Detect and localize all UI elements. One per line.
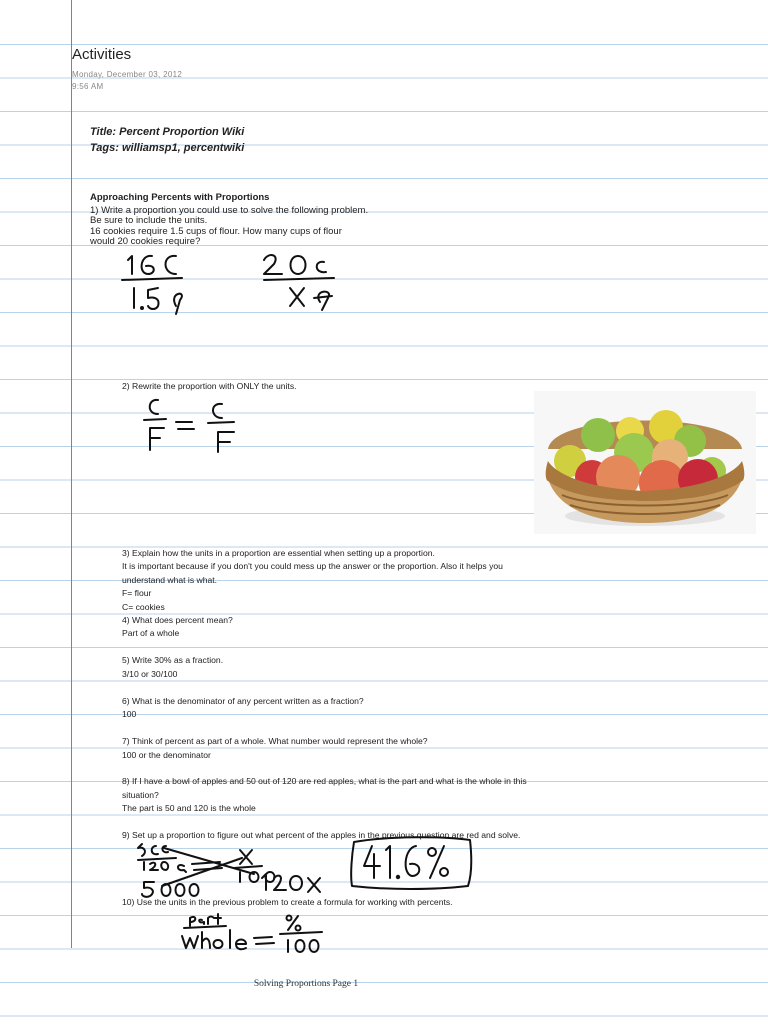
- wiki-tags-line: Tags: williamsp1, percentwiki: [90, 142, 245, 154]
- answer-7: 100 or the denominator: [122, 750, 211, 760]
- answer-3-line-2: understand what is what.: [122, 575, 218, 585]
- question-8: 8) If I have a bowl of apples and 50 out of 120 are red apples, what is the part and what is the whole in this: [122, 776, 527, 786]
- answer-3-flour: F= flour: [122, 588, 152, 598]
- question-1-line-4: would 20 cookies require?: [90, 236, 201, 247]
- question-1-line-1: 1) Write a proportion you could use to solve the following problem.: [90, 205, 369, 216]
- question-7: 7) Think of percent as part of a whole. What number would represent the whole?: [122, 736, 428, 746]
- section-heading: Approaching Percents with Proportions: [90, 192, 270, 203]
- page-footer: Solving Proportions Page 1: [253, 979, 359, 989]
- q10-handwritten-formula: [180, 906, 340, 952]
- apple-basket-image: [534, 391, 756, 534]
- question-4: 4) What does percent mean?: [122, 615, 233, 625]
- question-10: 10) Use the units in the previous problem to create a formula for working with percents.: [122, 897, 453, 907]
- question-3: 3) Explain how the units in a proportion are essential when setting up a proportion.: [122, 548, 435, 558]
- q1-handwritten-proportion-left: [118, 248, 218, 318]
- answer-8: The part is 50 and 120 is the whole: [122, 803, 256, 813]
- question-2: 2) Rewrite the proportion with ONLY the units.: [122, 381, 297, 391]
- question-5: 5) Write 30% as a fraction.: [122, 655, 224, 665]
- question-1-line-2: Be sure to include the units.: [90, 215, 208, 226]
- question-1-line-3: 16 cookies require 1.5 cups of flour. How many cups of flour: [90, 226, 342, 237]
- answer-4: Part of a whole: [122, 628, 180, 638]
- question-8-continued: situation?: [122, 790, 159, 800]
- answer-3-line-1: It is important because if you don't you could mess up the answer or the proportion. Also it helps you: [122, 561, 503, 571]
- answer-5: 3/10 or 30/100: [122, 669, 178, 679]
- q2-handwritten-proportion: [138, 392, 248, 456]
- notebook-margin-line: [71, 0, 72, 948]
- wiki-title-line: Title: Percent Proportion Wiki: [90, 126, 245, 138]
- page-time: 9:56 AM: [72, 82, 104, 91]
- page-title: Activities: [72, 46, 132, 63]
- q9-handwritten-work: [136, 838, 356, 904]
- answer-6: 100: [122, 709, 137, 719]
- q9-boxed-answer: [348, 834, 474, 892]
- question-9: 9) Set up a proportion to figure out what percent of the apples in the previous question are red and solve.: [122, 830, 521, 840]
- question-6: 6) What is the denominator of any percent written as a fraction?: [122, 696, 364, 706]
- page-date: Monday, December 03, 2012: [72, 70, 183, 79]
- q1-handwritten-proportion-right: [258, 250, 348, 316]
- answer-3-cookies: C= cookies: [122, 602, 165, 612]
